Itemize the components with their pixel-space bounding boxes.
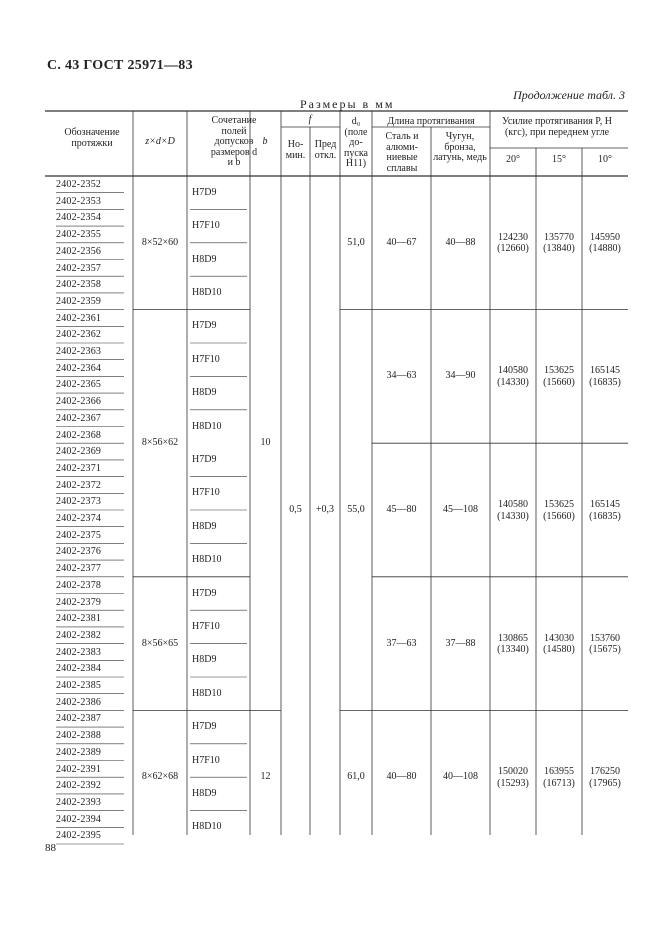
page-header-title: С. 43 ГОСТ 25971—83 [47,58,193,73]
col-zdd-header: z×d×D [145,136,175,147]
force-20-cell-kgf: (15293) [497,777,529,789]
designation-cell: 2402-2352 [56,179,102,190]
designation-cell: 2402-2354 [56,212,102,224]
tolerance-cell: H7D9 [192,587,217,599]
tolerance-cell: H8D9 [192,520,217,532]
designation-cell: 2402-2353 [56,195,102,207]
force-10-cell [582,365,628,388]
force-20-cell [490,232,536,255]
designation-cell: 2402-2378 [56,579,102,591]
designation-cell: 2402-2372 [56,479,102,491]
designation-cell: 2402-2382 [56,629,102,641]
designation-cell: 2402-2388 [56,730,102,742]
tolerance-cell: H7F10 [192,353,220,365]
designation-cell: 2402-2394 [56,813,102,825]
force-15-cell-kgf: (13840) [543,243,575,255]
col-designation-header: Обозначение протяжки [64,127,120,149]
force-20-cell-kgf: (14330) [497,510,529,522]
tolerance-cell: H7F10 [192,620,220,632]
length-cast-cell: 45—108 [443,504,478,515]
tolerance-cell: H7D9 [192,453,217,465]
size-cell: 8×56×65 [141,637,179,649]
force-10-cell-kgf: (14880) [589,243,621,255]
col-length-cast-header: Чугун, бронза, латунь, медь [433,131,487,163]
tolerance-cell: H8D9 [192,654,217,666]
tolerance-cell: H8D10 [192,420,222,432]
b-cell: 12 [260,771,271,783]
force-15-cell-newtons: 153625 [544,499,574,510]
force-20-cell [490,365,536,388]
force-20-cell [490,766,536,789]
force-15-cell-kgf: (15660) [543,510,575,522]
designation-cell: 2402-2361 [56,312,102,324]
designation-cell: 2402-2384 [56,663,102,675]
designation-cell: 2402-2389 [56,746,102,758]
col-tolerance-header: Сочетание полей допусков размеров d и b [210,115,258,168]
force-10-cell-newtons: 145950 [590,231,620,243]
tolerance-cell: H7D9 [192,186,217,198]
col-angle-15-header: 15° [552,154,566,165]
designation-cell: 2402-2386 [56,696,102,708]
col-f-nom-header: Но- мин. [285,139,306,161]
col-length-steel-header: Сталь и алюми- ниевые сплавы [385,131,419,174]
force-10-cell-kgf: (16835) [589,510,621,522]
force-15-cell [536,232,582,255]
col-angle-10-header: 10° [598,154,612,165]
force-15-cell-newtons: 153625 [544,365,574,377]
length-steel-cell: 40—80 [386,771,417,783]
length-steel-cell: 45—80 [386,504,417,515]
force-10-cell-newtons: 153760 [590,632,620,644]
designation-cell: 2402-2371 [56,462,102,474]
force-20-cell-newtons: 140580 [498,365,528,377]
force-20-cell [490,499,536,522]
force-15-cell-newtons: 163955 [544,766,574,778]
length-group-header: Длина протягивания [387,116,475,127]
designation-cell: 2402-2362 [56,329,102,341]
units-caption: Размеры в мм [300,97,395,111]
designation-cell: 2402-2392 [56,780,102,792]
tolerance-cell: H7F10 [192,220,220,232]
designation-cell: 2402-2391 [56,763,102,775]
col-f-header: f [308,114,312,125]
force-15-cell [536,633,582,656]
d0-cell: 51,0 [347,236,365,248]
page-number: 88 [45,842,56,854]
designation-cell: 2402-2364 [56,362,102,374]
force-20-cell-kgf: (13340) [497,644,529,656]
length-cast-cell: 37—88 [445,637,476,649]
length-cast-cell: 34—90 [445,370,476,382]
designation-cell: 2402-2381 [56,613,102,625]
designation-cell: 2402-2366 [56,396,102,408]
designation-cell: 2402-2367 [56,412,102,424]
size-cell: 8×56×62 [141,437,179,449]
tolerance-cell: H8D10 [192,821,222,833]
tolerance-cell: H8D9 [192,787,217,799]
force-20-cell-newtons: 124230 [498,231,528,243]
length-steel-cell: 40—67 [386,236,417,248]
force-15-cell [536,766,582,789]
tolerance-cell: H7F10 [192,754,220,766]
tolerance-cell: H8D10 [192,286,222,298]
f-dev-cell: +0,3 [315,504,335,515]
tolerance-cell: H8D9 [192,387,217,399]
size-cell: 8×52×60 [141,236,179,248]
force-20-cell-newtons: 140580 [498,499,528,510]
col-angle-20-header: 20° [506,154,520,165]
designation-cell: 2402-2376 [56,546,102,558]
force-10-cell-newtons: 165145 [590,365,620,377]
force-15-cell [536,499,582,522]
designation-cell: 2402-2363 [56,346,102,357]
designation-cell: 2402-2377 [56,563,102,575]
tolerance-cell: H8D9 [192,253,217,265]
force-10-cell [582,232,628,255]
force-10-cell-kgf: (17965) [589,777,621,789]
table-continuation-note: Продолжение табл. 3 [513,88,625,102]
force-10-cell-newtons: 165145 [590,499,620,510]
force-20-cell [490,633,536,656]
designation-cell: 2402-2365 [56,379,102,391]
force-group-header: Усилие протягивания P, Н (кгс), при переднем угле [502,116,612,138]
designation-cell: 2402-2359 [56,295,102,307]
force-20-cell-newtons: 130865 [498,632,528,644]
force-10-cell [582,766,628,789]
length-cast-cell: 40—88 [445,236,476,248]
force-15-cell-kgf: (14580) [543,644,575,656]
force-10-cell-newtons: 176250 [590,766,620,778]
tolerance-cell: H8D10 [192,554,222,566]
designation-cell: 2402-2373 [56,496,102,508]
designation-cell: 2402-2387 [56,713,102,725]
d0-cell: 55,0 [347,504,365,515]
col-f-dev-header: Пред откл. [314,139,337,161]
designation-cell: 2402-2375 [56,529,102,541]
d0-cell: 61,0 [347,771,365,783]
force-20-cell-newtons: 150020 [498,766,528,778]
designation-cell: 2402-2395 [56,830,102,842]
tolerance-cell: H7D9 [192,320,217,332]
size-cell: 8×62×68 [141,771,179,783]
length-steel-cell: 34—63 [386,370,417,382]
col-b-header: b [262,136,268,147]
force-15-cell [536,365,582,388]
length-steel-cell: 37—63 [386,637,417,649]
designation-cell: 2402-2369 [56,446,102,458]
force-10-cell-kgf: (16835) [589,376,621,388]
b-cell: 10 [260,437,271,449]
force-15-cell-newtons: 135770 [544,231,574,243]
force-15-cell-newtons: 143030 [544,632,574,644]
designation-cell: 2402-2368 [56,429,102,441]
designation-cell: 2402-2374 [56,513,102,524]
tolerance-cell: H7D9 [192,721,217,733]
designation-cell: 2402-2393 [56,796,102,808]
designation-cell: 2402-2379 [56,596,102,608]
designation-cell: 2402-2355 [56,229,102,241]
designation-cell: 2402-2383 [56,646,102,658]
tolerance-cell: H7F10 [192,487,220,499]
designation-cell: 2402-2357 [56,262,102,274]
force-20-cell-kgf: (12660) [497,243,529,255]
force-10-cell [582,633,628,656]
col-d0-header: d₀ (поле до- пуска H11) [344,116,368,169]
tolerance-cell: H8D10 [192,687,222,699]
designation-cell: 2402-2385 [56,680,102,691]
designation-cell: 2402-2358 [56,279,102,291]
designation-cell: 2402-2356 [56,245,102,257]
force-20-cell-kgf: (14330) [497,376,529,388]
force-15-cell-kgf: (16713) [543,777,575,789]
f-nom-cell: 0,5 [289,504,302,515]
length-cast-cell: 40—108 [443,771,478,783]
force-10-cell-kgf: (15675) [589,644,621,656]
force-15-cell-kgf: (15660) [543,376,575,388]
force-10-cell [582,499,628,522]
